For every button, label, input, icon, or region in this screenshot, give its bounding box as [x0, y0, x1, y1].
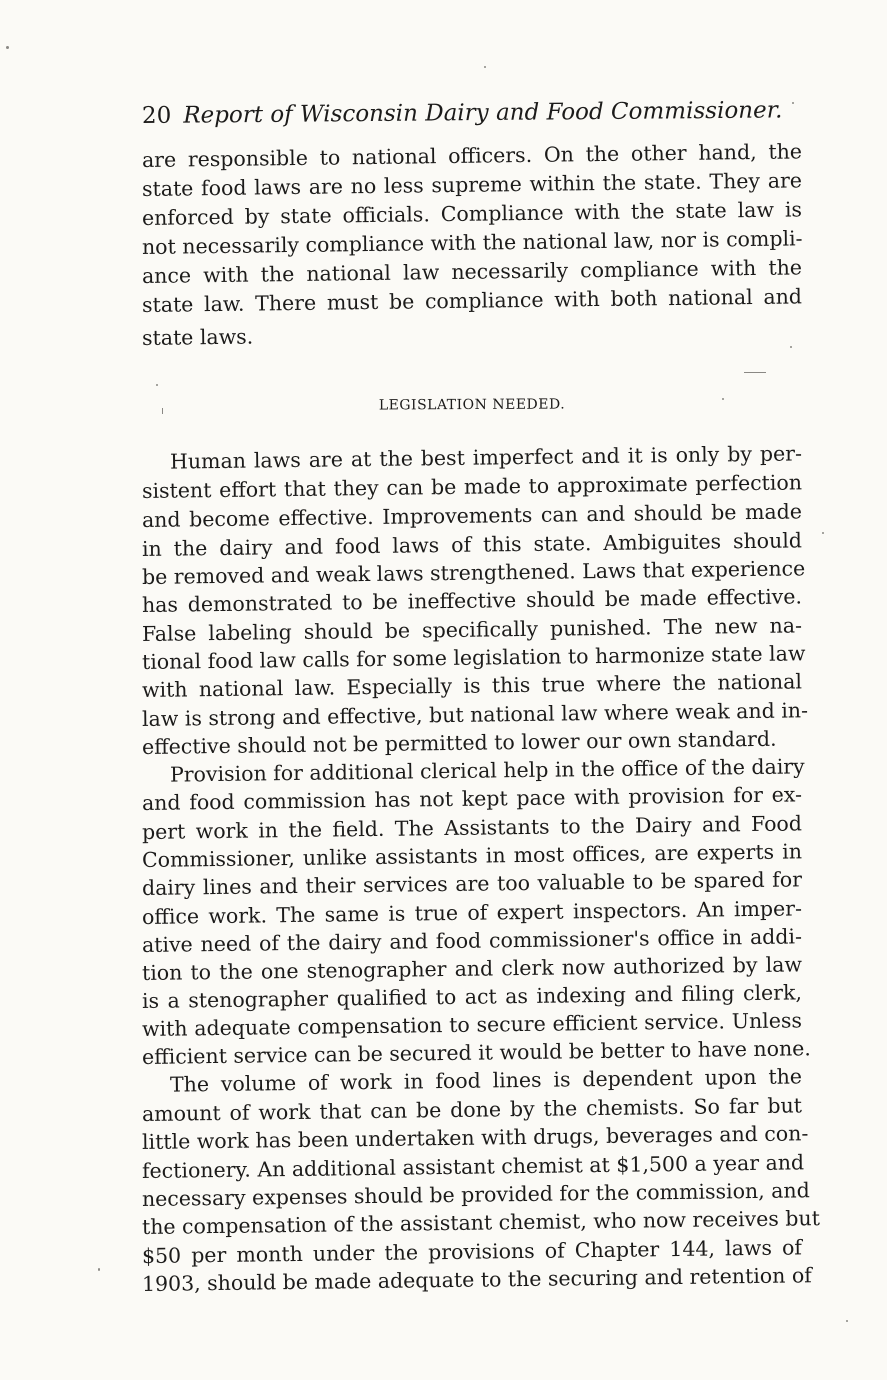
scan-speck [790, 346, 792, 348]
text-line: and food commission has not kept pace with provision for ex- [141, 782, 803, 815]
text-line: ative need of the dairy and food commissioner's office in addi- [141, 924, 803, 957]
text-line: necessary expenses should be provided for the commission, and [141, 1178, 810, 1211]
text-line: and become effective. Improvements can and should be made [141, 499, 803, 532]
page-number: 20 [141, 102, 172, 129]
scan-speck [792, 102, 794, 104]
running-title: Report of Wisconsin Dairy and Food Commissioner. [183, 97, 783, 129]
text-line: False labeling should be specifically punished. The new na- [141, 613, 803, 646]
text-line: in the dairy and food laws of this state. Ambiguites should [141, 528, 803, 561]
scan-speck [162, 408, 163, 414]
text-line: $50 per month under the provisions of Chapter 144, laws of [141, 1235, 803, 1268]
text-line: is a stenographer qualified to act as indexing and filing clerk, [141, 980, 803, 1013]
text-line: state food laws are no less supreme within the state. They are [141, 168, 803, 201]
scan-speck [722, 398, 724, 400]
text-line: amount of work that can be done by the chemists. So far but [141, 1093, 803, 1126]
scan-speck [822, 532, 824, 534]
text-line: pert work in the field. The Assistants to the Dairy and Food [141, 811, 803, 844]
text-line: are responsible to national officers. On the other hand, the [141, 139, 803, 172]
text-line: 1903, should be made adequate to the securing and retention of [141, 1263, 812, 1296]
text-line: ance with the national law necessarily compliance with the [141, 255, 803, 288]
text-line: Provision for additional clerical help in the office of the dairy [169, 754, 805, 787]
text-line: enforced by state officials. Compliance with the state law is [141, 197, 803, 230]
text-line: Human laws are at the best imperfect and it is only by per- [169, 441, 803, 474]
text-line: office work. The same is true of expert inspectors. An imper- [141, 896, 803, 929]
scan-speck [484, 66, 486, 68]
text-line: efficient service can be secured it would be better to have none. [141, 1036, 811, 1069]
text-line: tion to the one stenographer and clerk now authorized by law [141, 952, 803, 985]
scan-speck [98, 1268, 100, 1271]
text-line: not necessarily compliance with the national law, nor is compli- [141, 226, 803, 259]
scan-speck [744, 372, 766, 373]
text-line: sistent effort that they can be made to approximate perfection [141, 470, 803, 503]
text-line: tional food law calls for some legislation to harmonize state law [141, 641, 806, 674]
scan-speck [6, 46, 9, 49]
running-header [142, 92, 802, 134]
text-line: has demonstrated to be ineffective should be made effective. [141, 584, 803, 617]
text-line: law is strong and effective, but national law where weak and in- [141, 698, 809, 731]
scan-speck [846, 1320, 848, 1322]
scan-speck [156, 384, 158, 386]
text-line: be removed and weak laws strengthened. Laws that experience [141, 556, 806, 589]
text-line: effective should not be permitted to lower our own standard. [141, 726, 777, 759]
text-line: the compensation of the assistant chemist, who now receives but [141, 1206, 821, 1239]
text-line: state laws. [141, 324, 254, 350]
text-line: little work has been undertaken with drugs, beverages and con- [141, 1121, 809, 1154]
text-line: state law. There must be compliance with both national and [141, 284, 803, 317]
text-line: Commissioner, unlike assistants in most offices, are experts in [141, 839, 803, 872]
text-line: with adequate compensation to secure efficient service. Unless [141, 1008, 803, 1041]
text-line: dairy lines and their services are too valuable to be spared for [141, 867, 803, 900]
text-line: fectionery. An additional assistant chemist at $1,500 a year and [141, 1150, 805, 1183]
section-heading: LEGISLATION NEEDED. [378, 396, 566, 414]
text-line: The volume of work in food lines is dependent upon the [169, 1064, 803, 1097]
text-line: with national law. Especially is this true where the national [141, 669, 803, 702]
